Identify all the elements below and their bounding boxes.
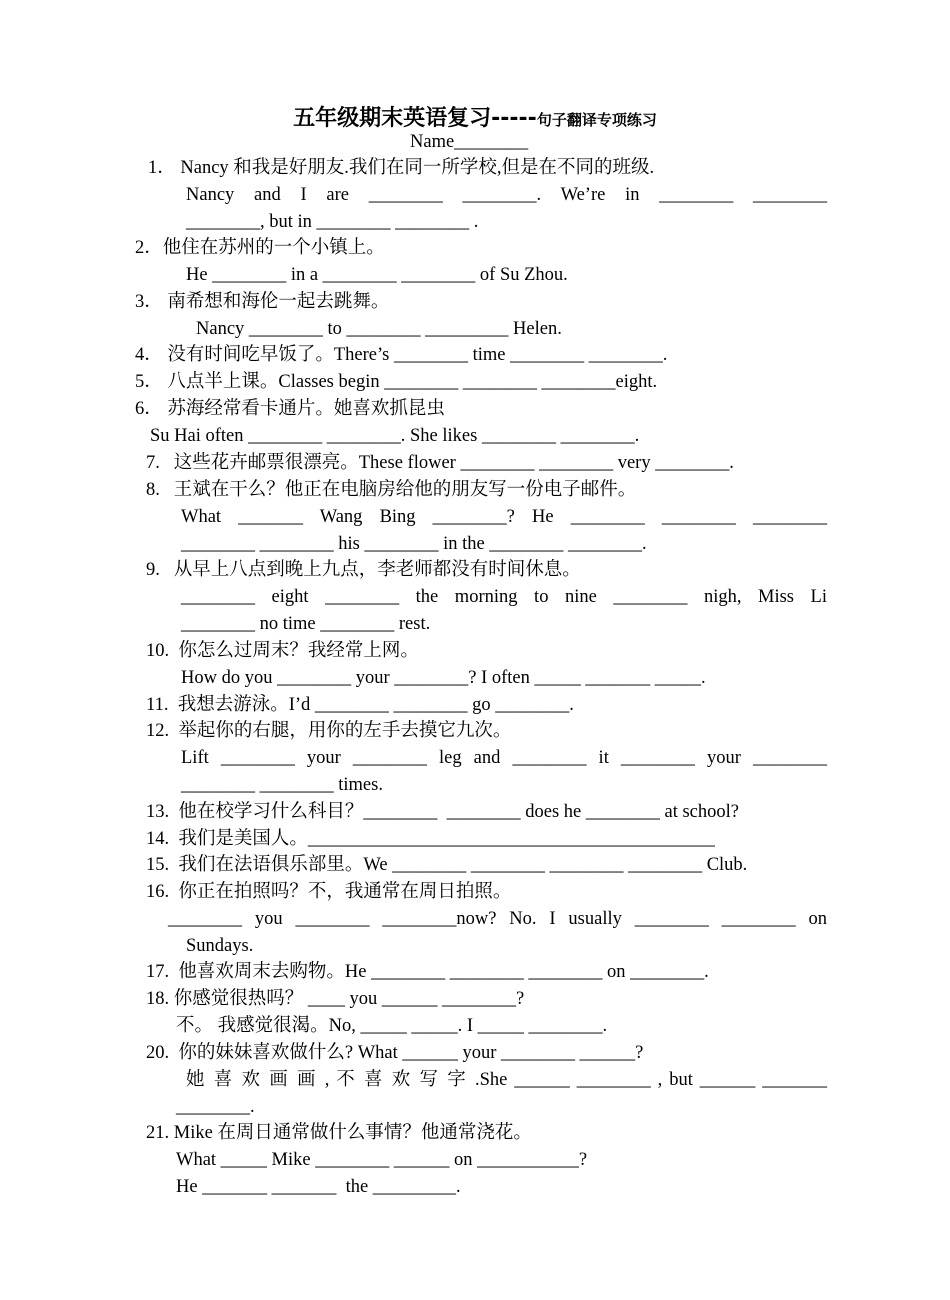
q10-answer: How do you ________ your ________? I often _____ _______ _____. [181,668,706,688]
q11: 11. 我想去游泳。I’d ________ ________ go ________. [146,695,574,715]
q21-answer-line2: He _______ _______ the _________. [176,1177,461,1197]
q5: 5． 八点半上课。Classes begin ________ ________ ________eight. [135,372,658,392]
q12-answer-line1: Lift ________ your ________ leg and ________ it ________ your ________ [181,748,827,768]
q16-answer-line2: Sundays. [186,936,254,956]
q2-prompt: 2．他住在苏州的一个小镇上。 [135,238,385,258]
q16-answer-line1: ________ you ________ ________now? No. I usually ________ ________ on [168,909,827,929]
q14: 14. 我们是美国人。____________________________________________ [146,829,715,849]
worksheet-title [0,101,950,132]
q1-answer-line1: Nancy and I are ________ ________. We’re in ________ ________ [186,185,827,205]
q6-answer: Su Hai often ________ ________. She likes ________ ________. [150,426,640,446]
q18-answer: 不。 我感觉很渴。No, _____ _____. I _____ ________. [176,1016,608,1036]
q21-answer-line1: What _____ Mike ________ ______ on ___________? [176,1150,588,1170]
q8-prompt: 8. 王斌在干么？他正在电脑房给他的朋友写一份电子邮件。 [146,480,637,500]
q4: 4． 没有时间吃早饭了。There’s ________ time ________ ________. [135,345,668,365]
q16-prompt: 16. 你正在拍照吗？不，我通常在周日拍照。 [146,882,512,902]
q9-answer-line1: ________ eight ________ the morning to nine ________ nigh, Miss Li [181,587,827,607]
name-line: Name________ [410,132,529,152]
q12-prompt: 12. 举起你的右腿，用你的左手去摸它九次。 [146,721,512,741]
q9-answer-line2: ________ no time ________ rest. [181,614,431,634]
q8-answer-line1: What _______ Wang Bing ________? He ________ ________ ________ [181,507,827,527]
title-sub: 句子翻译专项练习 [536,111,657,129]
q7: 7. 这些花卉邮票很漂亮。These flower ________ ________ very ________. [146,453,734,473]
q20-answer-line2: ________. [176,1097,255,1117]
q21-prompt: 21. Mike 在周日通常做什么事情？他通常浇花。 [146,1123,532,1143]
q9-prompt: 9. 从早上八点到晚上九点，李老师都没有时间休息。 [146,560,581,580]
q3-prompt: 3． 南希想和海伦一起去跳舞。 [135,292,390,312]
q18-prompt: 18. 你感觉很热吗？ ____ you ______ ________? [146,989,525,1009]
q20-prompt: 20. 你的妹妹喜欢做什么? What ______ your ________ ______? [146,1043,644,1063]
q6-prompt: 6． 苏海经常看卡通片。她喜欢抓昆虫 [135,399,445,419]
q12-answer-line2: ________ ________ times. [181,775,383,795]
title-main: 五年级期末英语复习----- [293,106,537,131]
q1-answer-line2: ________, but in ________ ________ . [186,212,479,232]
q20-answer-line1: 她 喜 欢 画 画 , 不 喜 欢 写 字 .She ______ ________ , but ______ _______ [186,1070,827,1090]
q3-answer: Nancy ________ to ________ _________ Helen. [196,319,562,339]
q1-prompt: 1． Nancy 和我是好朋友.我们在同一所学校,但是在不同的班级. [148,158,655,178]
q2-answer: He ________ in a ________ ________ of Su Zhou. [186,265,568,285]
q15: 15. 我们在法语俱乐部里。We ________ ________ ________ ________ Club. [146,855,748,875]
q8-answer-line2: ________ ________ his ________ in the ________ ________. [181,534,647,554]
q10-prompt: 10. 你怎么过周末？我经常上网。 [146,641,419,661]
q13: 13. 他在校学习什么科目？________ ________ does he ________ at school? [146,802,739,822]
q17: 17. 他喜欢周末去购物。He ________ ________ ________ on ________. [146,962,709,982]
